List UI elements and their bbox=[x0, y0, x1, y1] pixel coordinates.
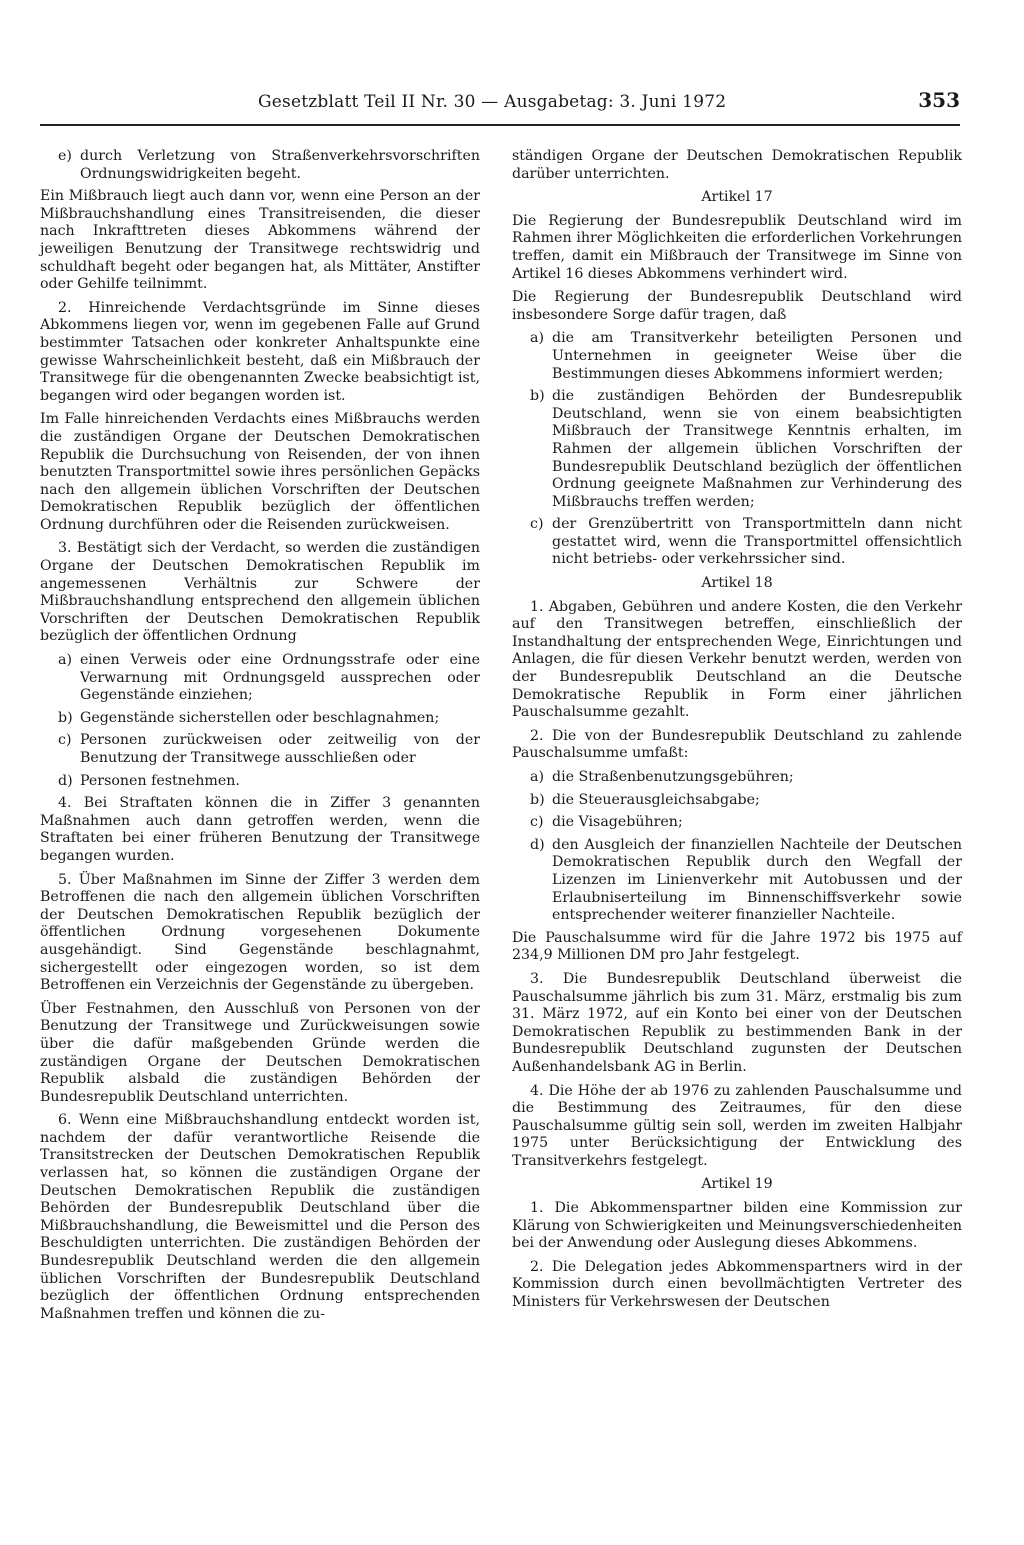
list-item bbox=[512, 814, 962, 832]
paragraph: Die Pauschalsumme wird für die Jahre 1972 bis 1975 auf 234,9 Millionen DM pro Jahr festgelegt. bbox=[512, 929, 962, 964]
list-item-text: Personen zurückweisen oder zeitweilig von der Benutzung der Transitwege ausschließen oder bbox=[80, 732, 480, 766]
paragraph: Über Festnahmen, den Ausschluß von Personen von der Benutzung der Transitwege und Zurückweisungen sowie über die dafür maßgebenden Gründe werden die zuständigen Organe der Deutschen Demokratischen Republik alsbald die zuständigen Behörden der Bundesrepublik Deutschland unterrichten. bbox=[40, 1000, 480, 1105]
list-item-text: die am Transitverkehr beteiligten Personen und Unternehmen in geeigneter Weise über die Bestimmungen dieses Abkommens informiert werden; bbox=[552, 330, 962, 382]
paragraph: 4. Bei Straftaten können die in Ziffer 3 genannten Maßnahmen auch dann getroffen werden, wenn die Straftaten bei einer früheren Benutzung der Transitwege begangen wurden. bbox=[40, 795, 480, 864]
list-item-label: a) bbox=[530, 769, 544, 785]
paragraph: Die Regierung der Bundesrepublik Deutschland wird im Rahmen ihrer Möglichkeiten die erforderlichen Vorkehrungen treffen, damit ein Mißbrauch der Transitwege im Sinne von Artikel 16 dieses Abkommens verhindert wird. bbox=[512, 212, 962, 282]
list-item bbox=[512, 388, 962, 511]
paragraph: Die Regierung der Bundesrepublik Deutschland wird insbesondere Sorge dafür tragen, daß bbox=[512, 289, 962, 323]
header-title: Gesetzblatt Teil II Nr. 30 — Ausgabetag: 3. Juni 1972 bbox=[258, 92, 727, 112]
list-item bbox=[40, 773, 480, 791]
list-item bbox=[512, 769, 962, 787]
paragraph: ständigen Organe der Deutschen Demokratischen Republik darüber unterrichten. bbox=[512, 148, 962, 182]
article-heading: Artikel 18 bbox=[701, 575, 773, 592]
list-item bbox=[40, 710, 480, 728]
list-item-text: der Grenzübertritt von Transportmitteln dann nicht gestattet wird, wenn die Transportmittel offensichtlich nicht betriebs- oder verkehrssicher sind. bbox=[552, 516, 962, 568]
page-header bbox=[118, 86, 960, 114]
right-column bbox=[512, 148, 962, 1318]
list-item bbox=[512, 330, 962, 383]
list-item-label: c) bbox=[58, 732, 72, 749]
paragraph: 1. Abgaben, Gebühren und andere Kosten, die den Verkehr auf den Transitwegen betreffen, einschließlich der Instandhaltung der entsprechenden Wege, Einrichtungen und Anlagen, die für diesen Verkehr benutzt werden, werden von der Bundesrepublik Deutschland an die Deutsche Demokratische Republik in Form einer jährlichen Pauschalsumme gezahlt. bbox=[512, 598, 962, 721]
paragraph: 6. Wenn eine Mißbrauchshandlung entdeckt worden ist, nachdem der dafür verantwortliche Reisende die Transitstrecken der Deutschen Demokratischen Republik verlassen hat, so können die zuständigen Organe der Deutschen Demokratischen Republik die zuständigen Behörden der Bundesrepublik Deutschland über die Mißbrauchshandlung, die Beweismittel und die Person des Beschuldigten unterrichten. Die zuständigen Behörden der Bundesrepublik Deutschland werden die den allgemein üblichen Vorschriften der Bundesrepublik Deutschland bezüglich der öffentlichen Ordnung entsprechenden Maßnahmen treffen und können die zu- bbox=[40, 1112, 480, 1322]
list-item bbox=[512, 516, 962, 569]
list-item-text: die Visagebühren; bbox=[552, 814, 683, 831]
list-item-label: d) bbox=[58, 772, 73, 789]
paragraph: 4. Die Höhe der ab 1976 zu zahlenden Pauschalsumme und die Bestimmung des Zeitraumes, für den diese Pauschalsumme gültig sein soll, werden im zweiten Halbjahr 1975 unter Berücksichtigung der Entwicklung des Transitverkehrs festgelegt. bbox=[512, 1082, 962, 1169]
paragraph: 2. Die von der Bundesrepublik Deutschland zu zahlende Pauschalsumme umfaßt: bbox=[512, 727, 962, 762]
list-item-label: a) bbox=[58, 652, 72, 669]
list-item-text: die Steuerausgleichsabgabe; bbox=[552, 791, 760, 808]
paragraph: 5. Über Maßnahmen im Sinne der Ziffer 3 werden dem Betroffenen die nach den allgemein üblichen Vorschriften der Deutschen Demokratischen Republik bezüglich der öffentlichen Ordnung vorgesehenen Dokumente ausgehändigt. Sind Gegenstände beschlagnahmt, sichergestellt oder eingezogen worden, so ist dem Betroffenen ein Verzeichnis der Gegenstände zu übergeben. bbox=[40, 871, 480, 994]
paragraph: 1. Die Abkommenspartner bilden eine Kommission zur Klärung von Schwierigkeiten und Meinungsverschiedenheiten bei der Anwendung oder Auslegung dieses Abkommens. bbox=[512, 1200, 962, 1252]
list-item bbox=[40, 732, 480, 767]
header-rule bbox=[40, 124, 960, 126]
article-heading: Artikel 17 bbox=[701, 189, 773, 206]
list-item-label: b) bbox=[530, 791, 545, 808]
list-item-label: b) bbox=[530, 388, 545, 405]
list-item-text: die Straßenbenutzungsgebühren; bbox=[552, 769, 794, 785]
list-item-label: c) bbox=[530, 814, 544, 831]
paragraph: 3. Bestätigt sich der Verdacht, so werden die zuständigen Organe der Deutschen Demokratischen Republik im angemessenen Verhältnis zur Schwere der Mißbrauchshandlung entsprechend den allgemein üblichen Vorschriften der Deutschen Demokratischen Republik bezüglich der öffentlichen Ordnung bbox=[40, 540, 480, 645]
list-item-text: den Ausgleich der finanziellen Nachteile der Deutschen Demokratischen Republik durch den Wegfall der Lizenzen im Linienverkehr mit Autobussen und der Erlaubniserteilung im Binnenschiffsverkehr sowie entsprechender weiterer finanzieller Nachteile. bbox=[552, 836, 962, 924]
paragraph: 2. Hinreichende Verdachtsgründe im Sinne dieses Abkommens liegen vor, wenn im gegebenen Falle auf Grund bestimmter Tatsachen oder konkreter Anhaltspunkte eine gewisse Wahrscheinlichkeit besteht, daß ein Mißbrauch der Transitwege für die obengenannten Zwecke beabsichtigt ist, begangen wird oder begangen worden ist. bbox=[40, 299, 480, 404]
list-item-text: Personen festnehmen. bbox=[80, 772, 240, 789]
list-item-label: d) bbox=[530, 836, 545, 853]
list-item-text: einen Verweis oder eine Ordnungsstrafe oder eine Verwarnung mit Ordnungsgeld aussprechen oder Gegenstände einziehen; bbox=[80, 652, 480, 704]
list-item-label: b) bbox=[58, 709, 73, 726]
paragraph: 3. Die Bundesrepublik Deutschland überweist die Pauschalsumme jährlich bis zum 31. März, erstmalig bis zum 31. März 1972, auf ein Konto bei einer von der Deutschen Demokratischen Republik zu bestimmenden Bank in der Bundesrepublik Deutschland zugunsten der Deutschen Außenhandelsbank AG in Berlin. bbox=[512, 970, 962, 1075]
list-item-text: Gegenstände sicherstellen oder beschlagnahmen; bbox=[80, 709, 440, 726]
list-item-label: a) bbox=[530, 330, 544, 347]
list-item bbox=[40, 652, 480, 705]
paragraph: 2. Die Delegation jedes Abkommenspartners wird in der Kommission durch einen bevollmächtigten Vertreter des Ministers für Verkehrswesen der Deutschen bbox=[512, 1258, 962, 1311]
paragraph: Im Falle hinreichenden Verdachts eines Mißbrauchs werden die zuständigen Organe der Deutschen Demokratischen Republik die Durchsuchung von Reisenden, der von ihnen benutzten Transportmittel sowie ihres persönlichen Gepäcks nach den allgemein üblichen Vorschriften der Deutschen Demokratischen Republik bezüglich der öffentlichen Ordnung durchführen oder die Reisenden zurückweisen. bbox=[40, 411, 480, 533]
list-item bbox=[512, 837, 962, 925]
list-item-label: e) bbox=[58, 148, 72, 164]
list-item-text: die zuständigen Behörden der Bundesrepublik Deutschland, wenn sie von einem beabsichtigten Mißbrauch der Transitwege Kenntnis erhalten, im Rahmen der allgemein üblichen Vorschriften der Bundesrepublik Deutschland bezüglich der öffentlichen Ordnung geeignete Maßnahmen zur Verhinderung des Mißbrauchs treffen werden; bbox=[552, 388, 962, 510]
list-item bbox=[512, 792, 962, 810]
list-item bbox=[40, 148, 480, 183]
page-number: 353 bbox=[918, 88, 960, 112]
left-column bbox=[40, 148, 480, 1329]
article-heading: Artikel 19 bbox=[701, 1176, 773, 1193]
list-item-text: durch Verletzung von Straßenverkehrsvorschriften Ordnungswidrigkeiten begeht. bbox=[80, 148, 480, 182]
paragraph: Ein Mißbrauch liegt auch dann vor, wenn eine Person an der Mißbrauchshandlung eines Transitreisenden, die dieser nach Inkrafttreten dieses Abkommens während der jeweiligen Benutzung der Transitwege rechtswidrig und schuldhaft begeht oder begangen hat, als Mittäter, Anstifter oder Gehilfe teilnimmt. bbox=[40, 188, 480, 293]
list-item-label: c) bbox=[530, 516, 544, 533]
